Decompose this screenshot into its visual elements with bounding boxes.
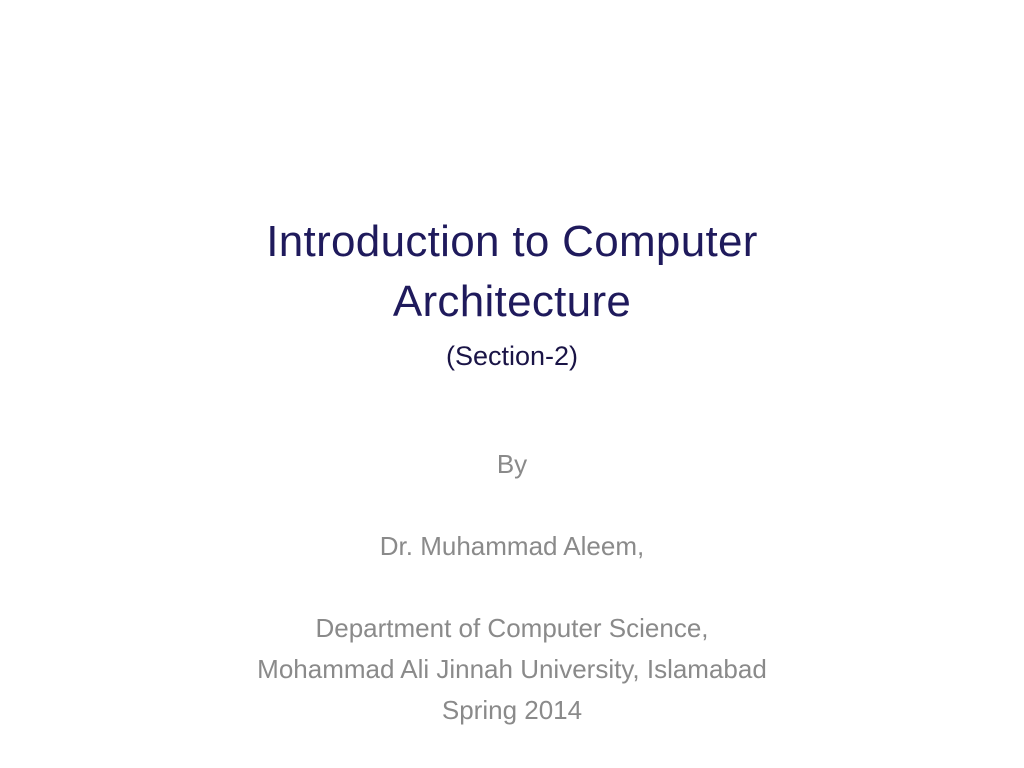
title-line-2: Architecture: [392, 277, 632, 326]
subtitle-department: Department of Computer Science,: [315, 613, 709, 643]
slide-title: [112, 212, 912, 376]
title-line-1: Introduction to Computer: [266, 217, 758, 266]
subtitle-term: Spring 2014: [441, 695, 583, 725]
subtitle-university: Mohammad Ali Jinnah University, Islamabad: [257, 654, 767, 684]
subtitle-by: By: [496, 449, 528, 479]
title-section: (Section-2): [445, 341, 579, 371]
slide-subtitle: [112, 444, 912, 731]
subtitle-spacer-1: [112, 485, 912, 526]
subtitle-spacer-2: [112, 567, 912, 608]
subtitle-author: Dr. Muhammad Aleem,: [379, 531, 645, 561]
